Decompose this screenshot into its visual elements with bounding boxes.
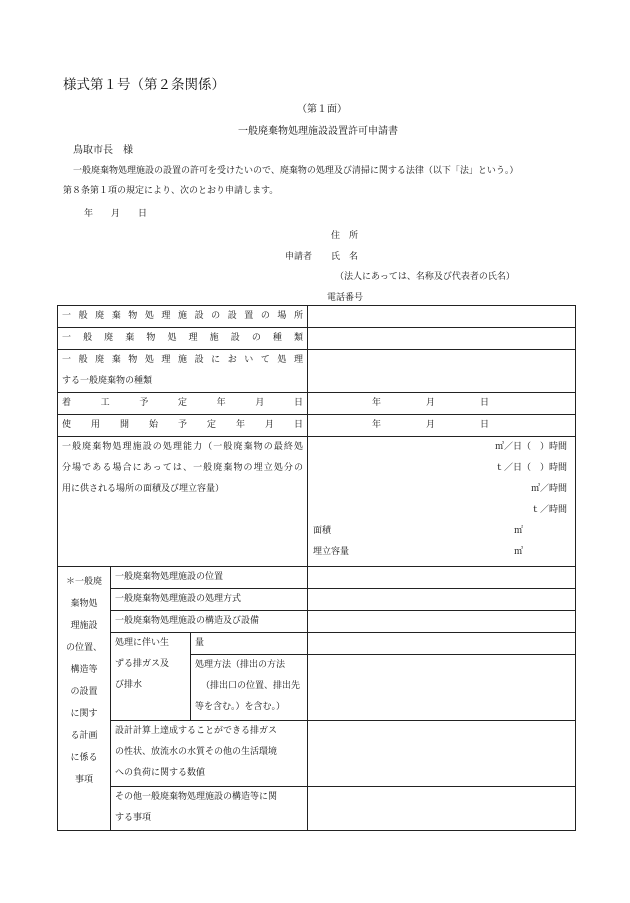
use-date-label: 使用開始予定年月日 [58, 415, 308, 437]
row-capacity [58, 437, 576, 567]
applicant-label: 申請者 [285, 252, 313, 262]
waste-type-field[interactable] [308, 350, 576, 393]
waste-type-label: 一般廃棄物処理施設において処理 する一般廃棄物の種類 [58, 350, 308, 393]
plan-method-label: 一般廃棄物処理施設の処理方式 [111, 589, 308, 611]
exhaust-label: 処理に伴い生 ずる排ガス及 び排水 [111, 633, 191, 721]
location-field[interactable] [308, 306, 576, 328]
row-design-values [58, 721, 576, 787]
address-label: 住 所 [331, 231, 359, 241]
name-label: 氏 名 [331, 252, 359, 262]
capacity-value-t-hour: ｔ／時間 [531, 505, 568, 515]
start-date-label: 着工予定年月日 [58, 393, 308, 415]
row-other-matters [58, 787, 576, 831]
use-date-field[interactable]: 年 月 日 [308, 415, 576, 437]
application-date: 年 月 日 [84, 209, 148, 219]
volume-label: 埋立容量 [313, 547, 350, 557]
plan-method-field[interactable] [308, 589, 576, 611]
form-number: 様式第１号（第２条関係） [63, 77, 225, 93]
row-exhaust-amount [58, 633, 576, 655]
plan-position-label: 一般廃棄物処理施設の位置 [111, 567, 308, 589]
capacity-value-m3-hour: ㎥／時間 [531, 484, 568, 494]
row-plan-structure [58, 611, 576, 633]
row-plan-method [58, 589, 576, 611]
capacity-value-t-day: ｔ／日（ ）時間 [495, 463, 568, 473]
row-kind [58, 328, 576, 350]
phone-label: 電話番号 [327, 293, 364, 303]
plan-position-field[interactable] [308, 567, 576, 589]
area-label: 面積 [313, 526, 332, 536]
kind-field[interactable] [308, 328, 576, 350]
design-values-label: 設計計算上達成することができる排ガス の性状、放流水の水質その他の生活環境 への負荷に関する数値 [111, 721, 308, 787]
capacity-label: 一般廃棄物処理施設の処理能力（一般廃棄物の最終処 分場である場合にあっては、一般廃棄物の埋立処分の 用に供される場所の面積及び埋立容量） [58, 437, 308, 567]
body-text-line1: 一般廃棄物処理施設の設置の許可を受けたいので、廃棄物の処理及び清掃に関する法律（以下「法」という。） [73, 166, 519, 176]
volume-unit: ㎥ [514, 547, 524, 557]
row-start-date [58, 393, 576, 415]
corporation-note: （法人にあっては、名称及び代表者の氏名） [335, 272, 515, 282]
addressee: 鳥取市長 様 [73, 145, 133, 156]
row-plan-position [58, 567, 576, 589]
start-date-field[interactable]: 年 月 日 [308, 393, 576, 415]
method-label: 処理方法（排出の方法 （排出口の位置、排出先 等を含む。）を含む。） [191, 655, 308, 721]
kind-label: 一般廃棄物処理施設の種類 [58, 328, 308, 350]
plan-section-label: ＊一般廃 棄物処 理施設 の位置、 構造等 の設置 に関す る計画 に係る 事項 [58, 567, 111, 831]
other-matters-field[interactable] [308, 787, 576, 831]
body-text-line2: 第８条第１項の規定により、次のとおり申請します。 [63, 186, 279, 196]
method-field[interactable] [308, 655, 576, 721]
amount-label: 量 [191, 633, 308, 655]
side-label: （第１面） [297, 104, 347, 115]
plan-structure-label: 一般廃棄物処理施設の構造及び設備 [111, 611, 308, 633]
area-unit: ㎡ [514, 526, 524, 536]
row-use-date [58, 415, 576, 437]
plan-structure-field[interactable] [308, 611, 576, 633]
other-matters-label: その他一般廃棄物処理施設の構造等に関 する事項 [111, 787, 308, 831]
capacity-field[interactable] [308, 437, 576, 567]
capacity-value-m3-day: ㎥／日（ ）時間 [495, 442, 568, 452]
row-location [58, 306, 576, 328]
document-title: 一般廃棄物処理施設設置許可申請書 [238, 126, 398, 137]
amount-field[interactable] [308, 633, 576, 655]
design-values-field[interactable] [308, 721, 576, 787]
application-form-table [57, 305, 576, 831]
row-waste-type [58, 350, 576, 393]
location-label: 一般廃棄物処理施設の設置の場所 [58, 306, 308, 328]
